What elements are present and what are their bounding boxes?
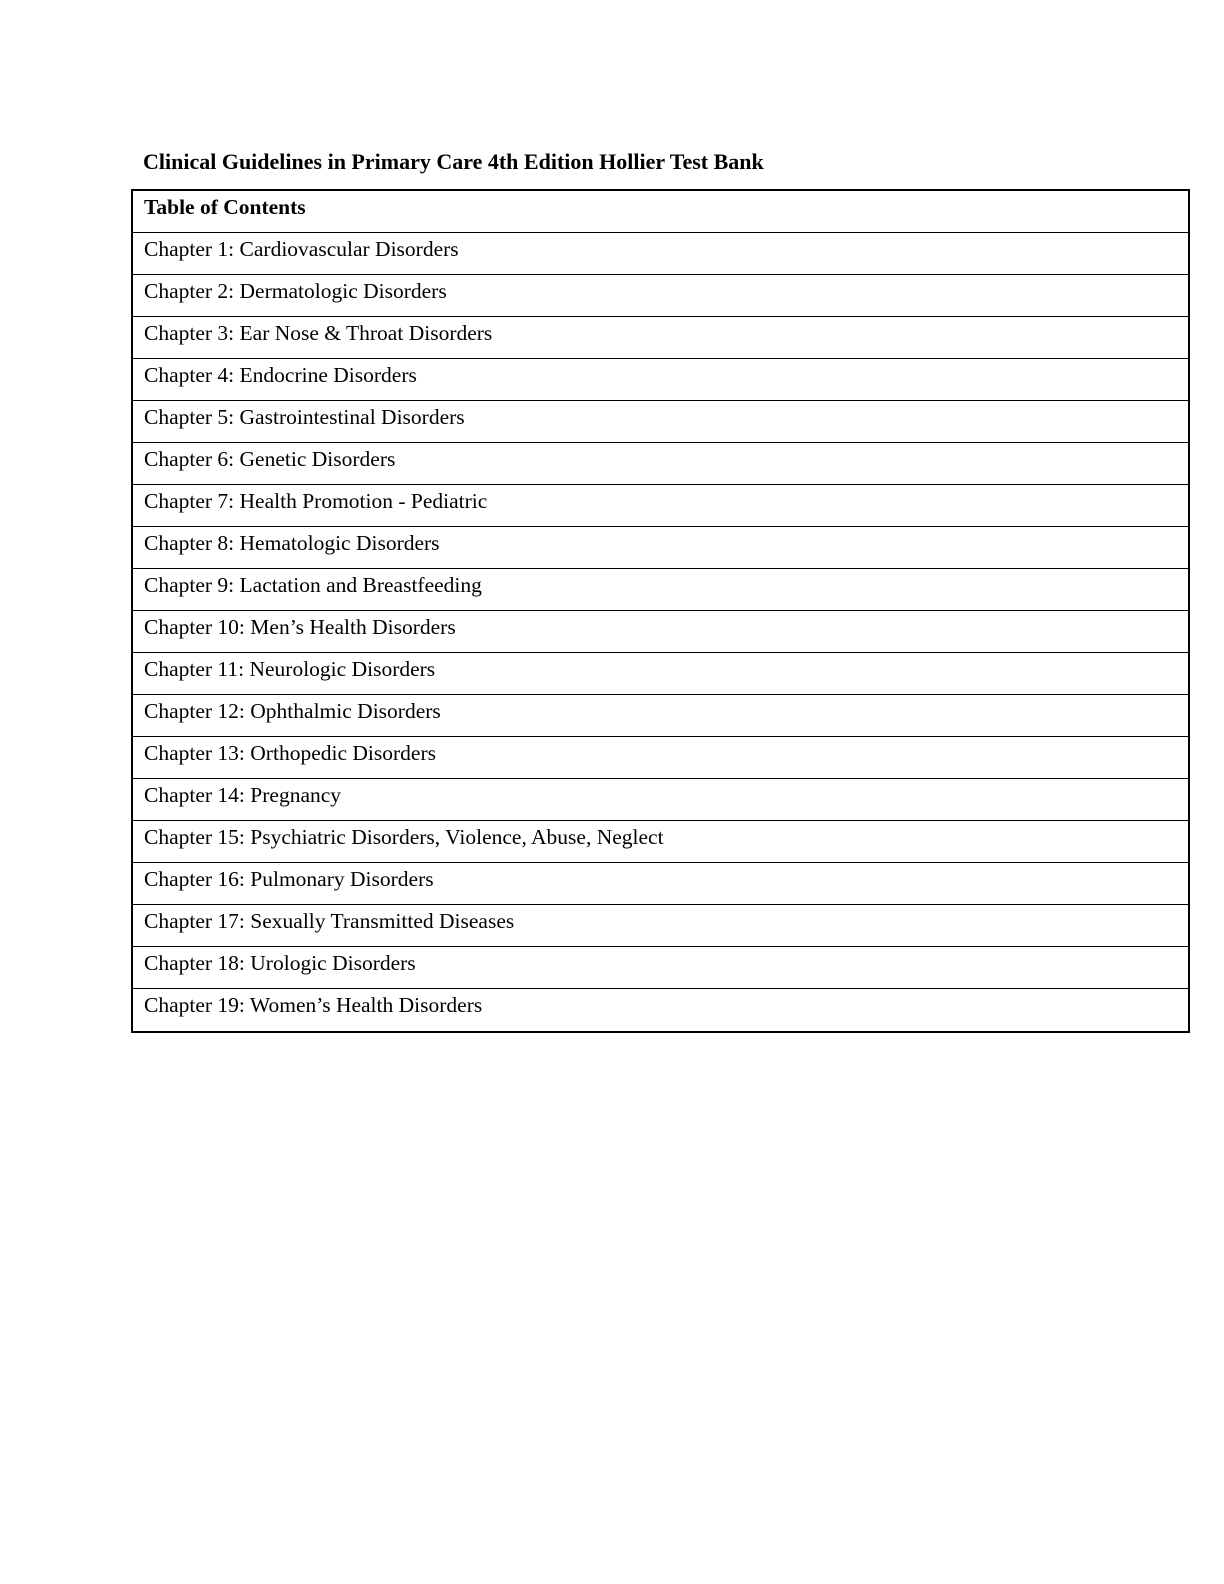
toc-row-chapter-5: Chapter 5: Gastrointestinal Disorders [133, 401, 1188, 443]
toc-row-chapter-13: Chapter 13: Orthopedic Disorders [133, 737, 1188, 779]
toc-row-chapter-12: Chapter 12: Ophthalmic Disorders [133, 695, 1188, 737]
table-of-contents [131, 189, 1190, 1033]
toc-row-chapter-18: Chapter 18: Urologic Disorders [133, 947, 1188, 989]
toc-row-chapter-6: Chapter 6: Genetic Disorders [133, 443, 1188, 485]
toc-row-chapter-4: Chapter 4: Endocrine Disorders [133, 359, 1188, 401]
toc-row-chapter-15: Chapter 15: Psychiatric Disorders, Violence, Abuse, Neglect [133, 821, 1188, 863]
toc-row-chapter-8: Chapter 8: Hematologic Disorders [133, 527, 1188, 569]
document-title: Clinical Guidelines in Primary Care 4th Edition Hollier Test Bank [143, 149, 764, 174]
toc-row-chapter-10: Chapter 10: Men’s Health Disorders [133, 611, 1188, 653]
toc-row-chapter-19: Chapter 19: Women’s Health Disorders [144, 993, 483, 1017]
toc-row-chapter-7: Chapter 7: Health Promotion - Pediatric [133, 485, 1188, 527]
toc-header: Table of Contents [133, 191, 1188, 233]
toc-row-chapter-3: Chapter 3: Ear Nose & Throat Disorders [133, 317, 1188, 359]
toc-row-chapter-14: Chapter 14: Pregnancy [133, 779, 1188, 821]
toc-row-chapter-2: Chapter 2: Dermatologic Disorders [133, 275, 1188, 317]
toc-row-chapter-16: Chapter 16: Pulmonary Disorders [133, 863, 1188, 905]
toc-row-chapter-9: Chapter 9: Lactation and Breastfeeding [133, 569, 1188, 611]
toc-row-chapter-17: Chapter 17: Sexually Transmitted Diseases [133, 905, 1188, 947]
toc-row-chapter-11: Chapter 11: Neurologic Disorders [133, 653, 1188, 695]
toc-row-chapter-1: Chapter 1: Cardiovascular Disorders [133, 233, 1188, 275]
